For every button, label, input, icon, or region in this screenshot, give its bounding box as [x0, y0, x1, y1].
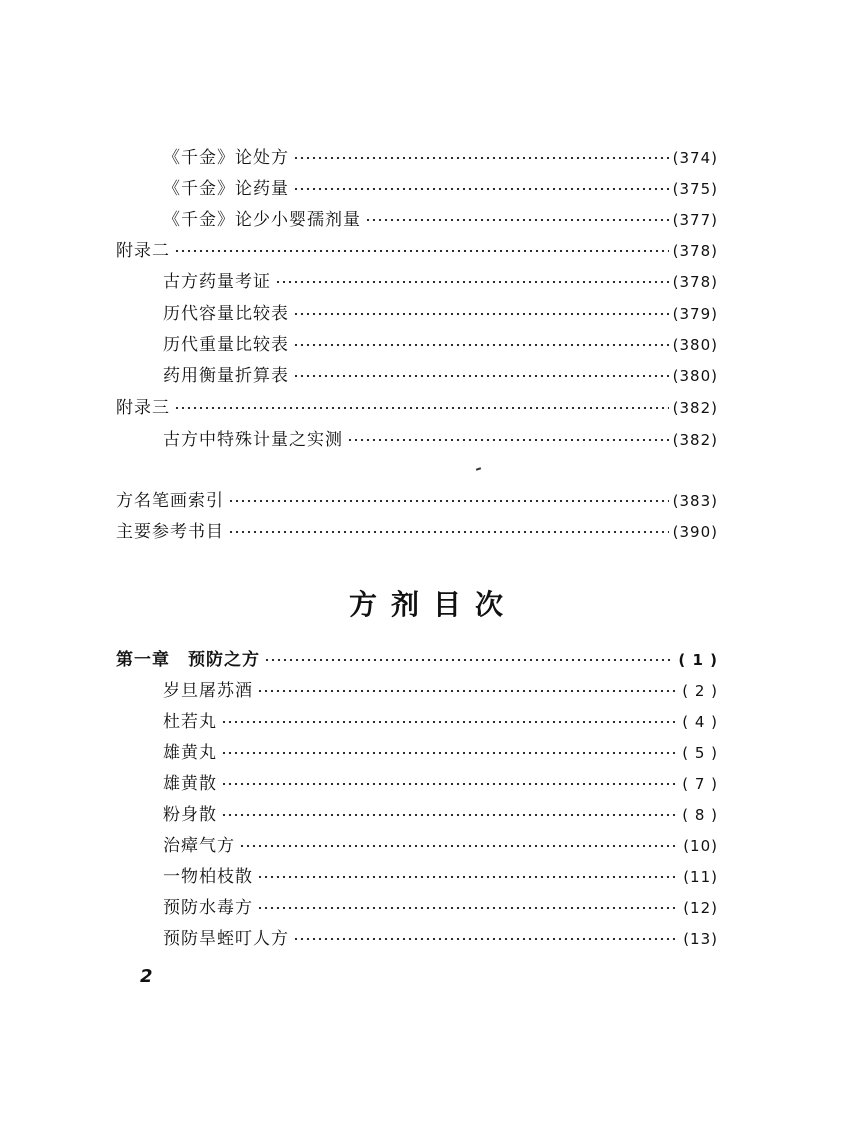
- toc-entry-page: (380): [672, 367, 718, 385]
- toc-entry-label: 雄黄散: [163, 774, 217, 794]
- toc-entry: [163, 738, 718, 768]
- toc-entry-label: 古方药量考证: [163, 272, 271, 292]
- dot-leader: [293, 157, 669, 159]
- toc-entry-label: 治瘴气方: [163, 836, 235, 856]
- toc-entry: [163, 361, 718, 391]
- toc-entry: [163, 800, 718, 830]
- toc-entry-label: 《千金》论少小婴孺剂量: [163, 210, 361, 230]
- toc-entry-page: (378): [672, 273, 718, 291]
- toc-entry-label: 粉身散: [163, 805, 217, 825]
- toc-entry-page: (378): [672, 242, 718, 260]
- toc-entry-page: ( 8 ): [682, 806, 718, 824]
- toc-entry-label: 附录二: [116, 241, 170, 261]
- toc-entry-page: (12): [683, 899, 718, 917]
- toc-entry: [163, 174, 718, 204]
- toc-entry-label: 附录三: [116, 398, 170, 418]
- dot-leader: [293, 188, 669, 190]
- toc-entry-label: 主要参考书目: [116, 522, 224, 542]
- toc-entry-label: 历代容量比较表: [163, 304, 289, 324]
- print-speck: [476, 467, 481, 471]
- toc-entry-page: (377): [672, 211, 718, 229]
- toc-entry-page: ( 1 ): [678, 651, 718, 669]
- toc-entry: [116, 393, 718, 423]
- toc-entry-page: ( 7 ): [682, 775, 718, 793]
- dot-leader: [257, 907, 679, 909]
- toc-entry: [163, 769, 718, 799]
- toc-entry-label: 历代重量比较表: [163, 335, 289, 355]
- toc-entry-label: 岁旦屠苏酒: [163, 681, 253, 701]
- dot-leader: [293, 375, 669, 377]
- dot-leader: [365, 219, 669, 221]
- dot-leader: [228, 531, 669, 533]
- dot-leader: [264, 659, 674, 661]
- dot-leader: [221, 783, 678, 785]
- toc-entry: [163, 924, 718, 954]
- dot-leader: [275, 281, 669, 283]
- toc-entry-page: (382): [672, 431, 718, 449]
- toc-entry: [163, 707, 718, 737]
- toc-entry: [163, 205, 718, 235]
- toc-entry-page: ( 4 ): [682, 713, 718, 731]
- toc-entry-label: 第一章 预防之方: [116, 650, 260, 670]
- dot-leader: [347, 439, 669, 441]
- dot-leader: [221, 814, 678, 816]
- toc-entry: [163, 143, 718, 173]
- dot-leader: [221, 721, 678, 723]
- toc-entry: [116, 486, 718, 516]
- dot-leader: [293, 344, 669, 346]
- toc-entry: [163, 676, 718, 706]
- toc-entry-label: 预防旱蛭叮人方: [163, 929, 289, 949]
- toc-entry-label: 方名笔画索引: [116, 491, 224, 511]
- page-number: 2: [140, 966, 153, 987]
- dot-leader: [293, 313, 669, 315]
- toc-entry: [116, 236, 718, 266]
- toc-entry: [163, 831, 718, 861]
- dot-leader: [174, 407, 669, 409]
- toc-entry: [163, 267, 718, 297]
- toc-entry-label: 雄黄丸: [163, 743, 217, 763]
- dot-leader: [174, 250, 669, 252]
- toc-entry-label: 杜若丸: [163, 712, 217, 732]
- toc-entry: [163, 425, 718, 455]
- toc-entry-page: ( 2 ): [682, 682, 718, 700]
- toc-entry-page: (13): [683, 930, 718, 948]
- toc-chapter-entry: [116, 645, 718, 675]
- toc-entry-label: 药用衡量折算表: [163, 366, 289, 386]
- toc-entry: [163, 893, 718, 923]
- dot-leader: [239, 845, 679, 847]
- dot-leader: [257, 690, 678, 692]
- toc-entry-label: 一物柏枝散: [163, 867, 253, 887]
- toc-entry-page: (11): [683, 868, 718, 886]
- toc-entry-page: ( 5 ): [682, 744, 718, 762]
- toc-entry-page: (375): [672, 180, 718, 198]
- toc-entry-label: 《千金》论处方: [163, 148, 289, 168]
- dot-leader: [293, 938, 679, 940]
- toc-entry-page: (10): [683, 837, 718, 855]
- dot-leader: [257, 876, 679, 878]
- dot-leader: [228, 500, 669, 502]
- dot-leader: [221, 752, 678, 754]
- toc-entry-page: (374): [672, 149, 718, 167]
- toc-entry-label: 预防水毒方: [163, 898, 253, 918]
- toc-entry-label: 《千金》论药量: [163, 179, 289, 199]
- toc-entry-page: (380): [672, 336, 718, 354]
- toc-entry-page: (382): [672, 399, 718, 417]
- toc-entry-page: (379): [672, 305, 718, 323]
- toc-entry: [163, 330, 718, 360]
- toc-entry-page: (390): [672, 523, 718, 541]
- toc-entry-label: 古方中特殊计量之实测: [163, 430, 343, 450]
- toc-entry: [163, 862, 718, 892]
- toc-entry-page: (383): [672, 492, 718, 510]
- section-heading: 方剂目次: [348, 588, 517, 621]
- toc-entry: [163, 299, 718, 329]
- toc-entry: [116, 517, 718, 547]
